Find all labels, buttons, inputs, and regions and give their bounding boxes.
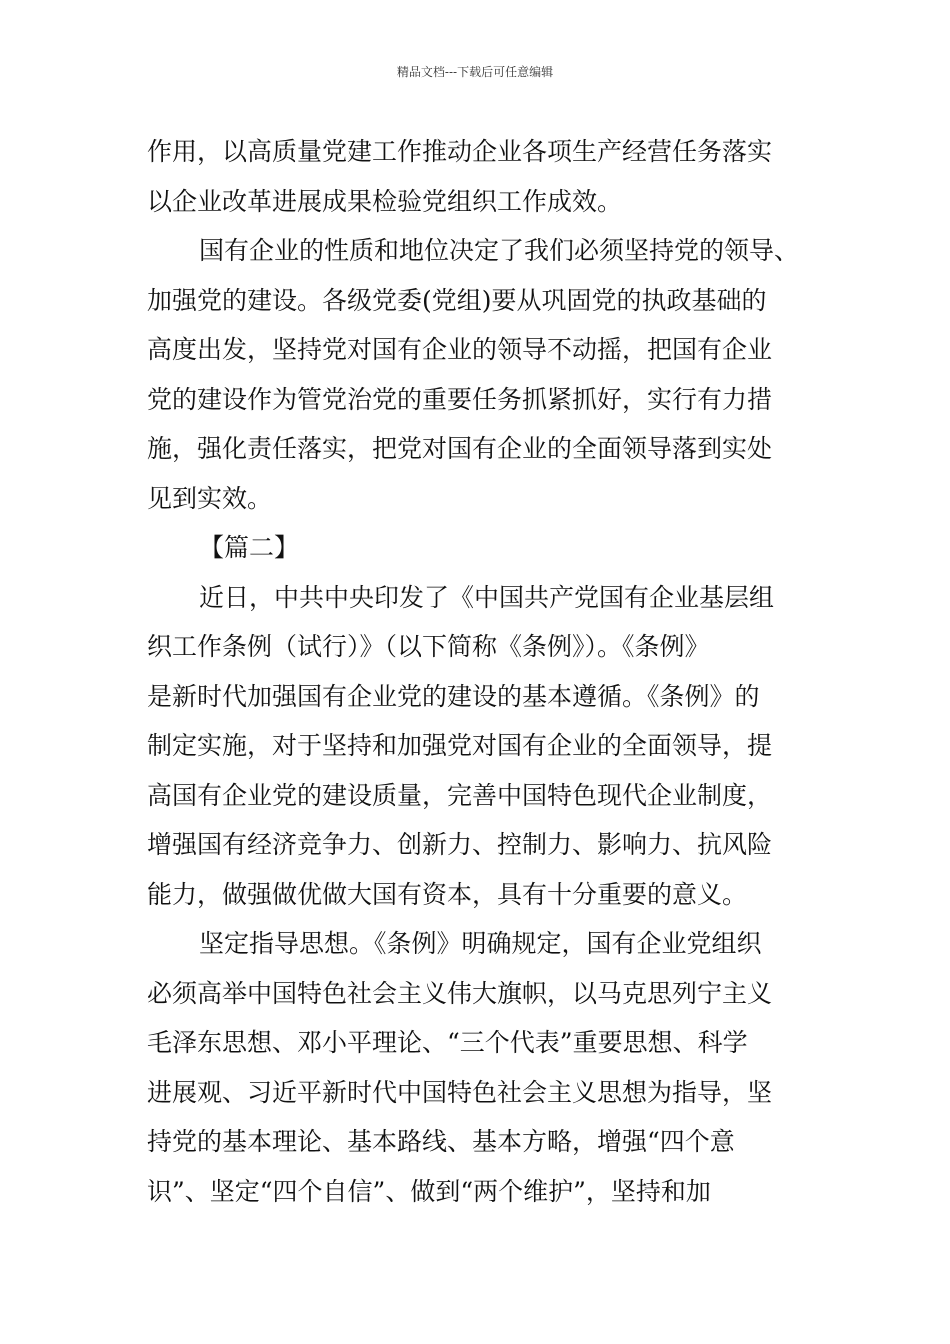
paragraph-start-line: 坚定指导思想。《条例》明确规定，国有企业党组织 (199, 929, 762, 958)
page-header: 精品文档---下载后可任意编辑 (396, 65, 554, 79)
text-line: 加强党的建设。各级党委(党组)要从巩固党的执政基础的 (147, 285, 767, 315)
paragraph-start-line: 近日，中共中央印发了《中国共产党国有企业基层组 (199, 582, 775, 612)
text-line: 增强国有经济竞争力、创新力、控制力、影响力、抗风险 (147, 830, 773, 859)
text-line: 毛泽东思想、邓小平理论、“三个代表”重要思想、科学 (147, 1028, 748, 1057)
text-line: 高度出发，坚持党对国有企业的领导不动摇，把国有企业 (147, 335, 773, 364)
text-line: 持党的基本理论、基本路线、基本方略，增强“四个意 (147, 1127, 735, 1156)
text-line: 见到实效。 (147, 483, 273, 513)
text-line: 识”、坚定“四个自信”、做到“两个维护”，坚持和加 (147, 1176, 711, 1206)
text-line: 必须高举中国特色社会主义伟大旗帜，以马克思列宁主义 (147, 978, 773, 1008)
document-body (147, 127, 827, 1216)
text-line: 高国有企业党的建设质量，完善中国特色现代企业制度， (147, 780, 773, 810)
text-line: 以企业改革进展成果检验党组织工作成效。 (147, 186, 623, 216)
text-line: 施，强化责任落实，把党对国有企业的全面领导落到实处 (147, 434, 773, 463)
text-line: 能力，做强做优做大国有资本，具有十分重要的意义。 (147, 879, 748, 909)
paragraph-start-line: 国有企业的性质和地位决定了我们必须坚持党的领导、 (199, 236, 800, 265)
text-line: 是新时代加强国有企业党的建设的基本遵循。《条例》的 (147, 681, 760, 711)
section-heading: 【篇二】 (199, 533, 300, 562)
text-line: 党的建设作为管党治党的重要任务抓紧抓好，实行有力措 (147, 384, 773, 414)
text-line: 作用，以高质量党建工作推动企业各项生产经营任务落实 (147, 137, 773, 166)
text-line: 进展观、习近平新时代中国特色社会主义思想为指导，坚 (147, 1077, 773, 1107)
text-line: 织工作条例（试行）》（以下简称《条例》）。《条例》 (147, 632, 710, 661)
text-line: 制定实施，对于坚持和加强党对国有企业的全面领导，提 (147, 731, 773, 760)
